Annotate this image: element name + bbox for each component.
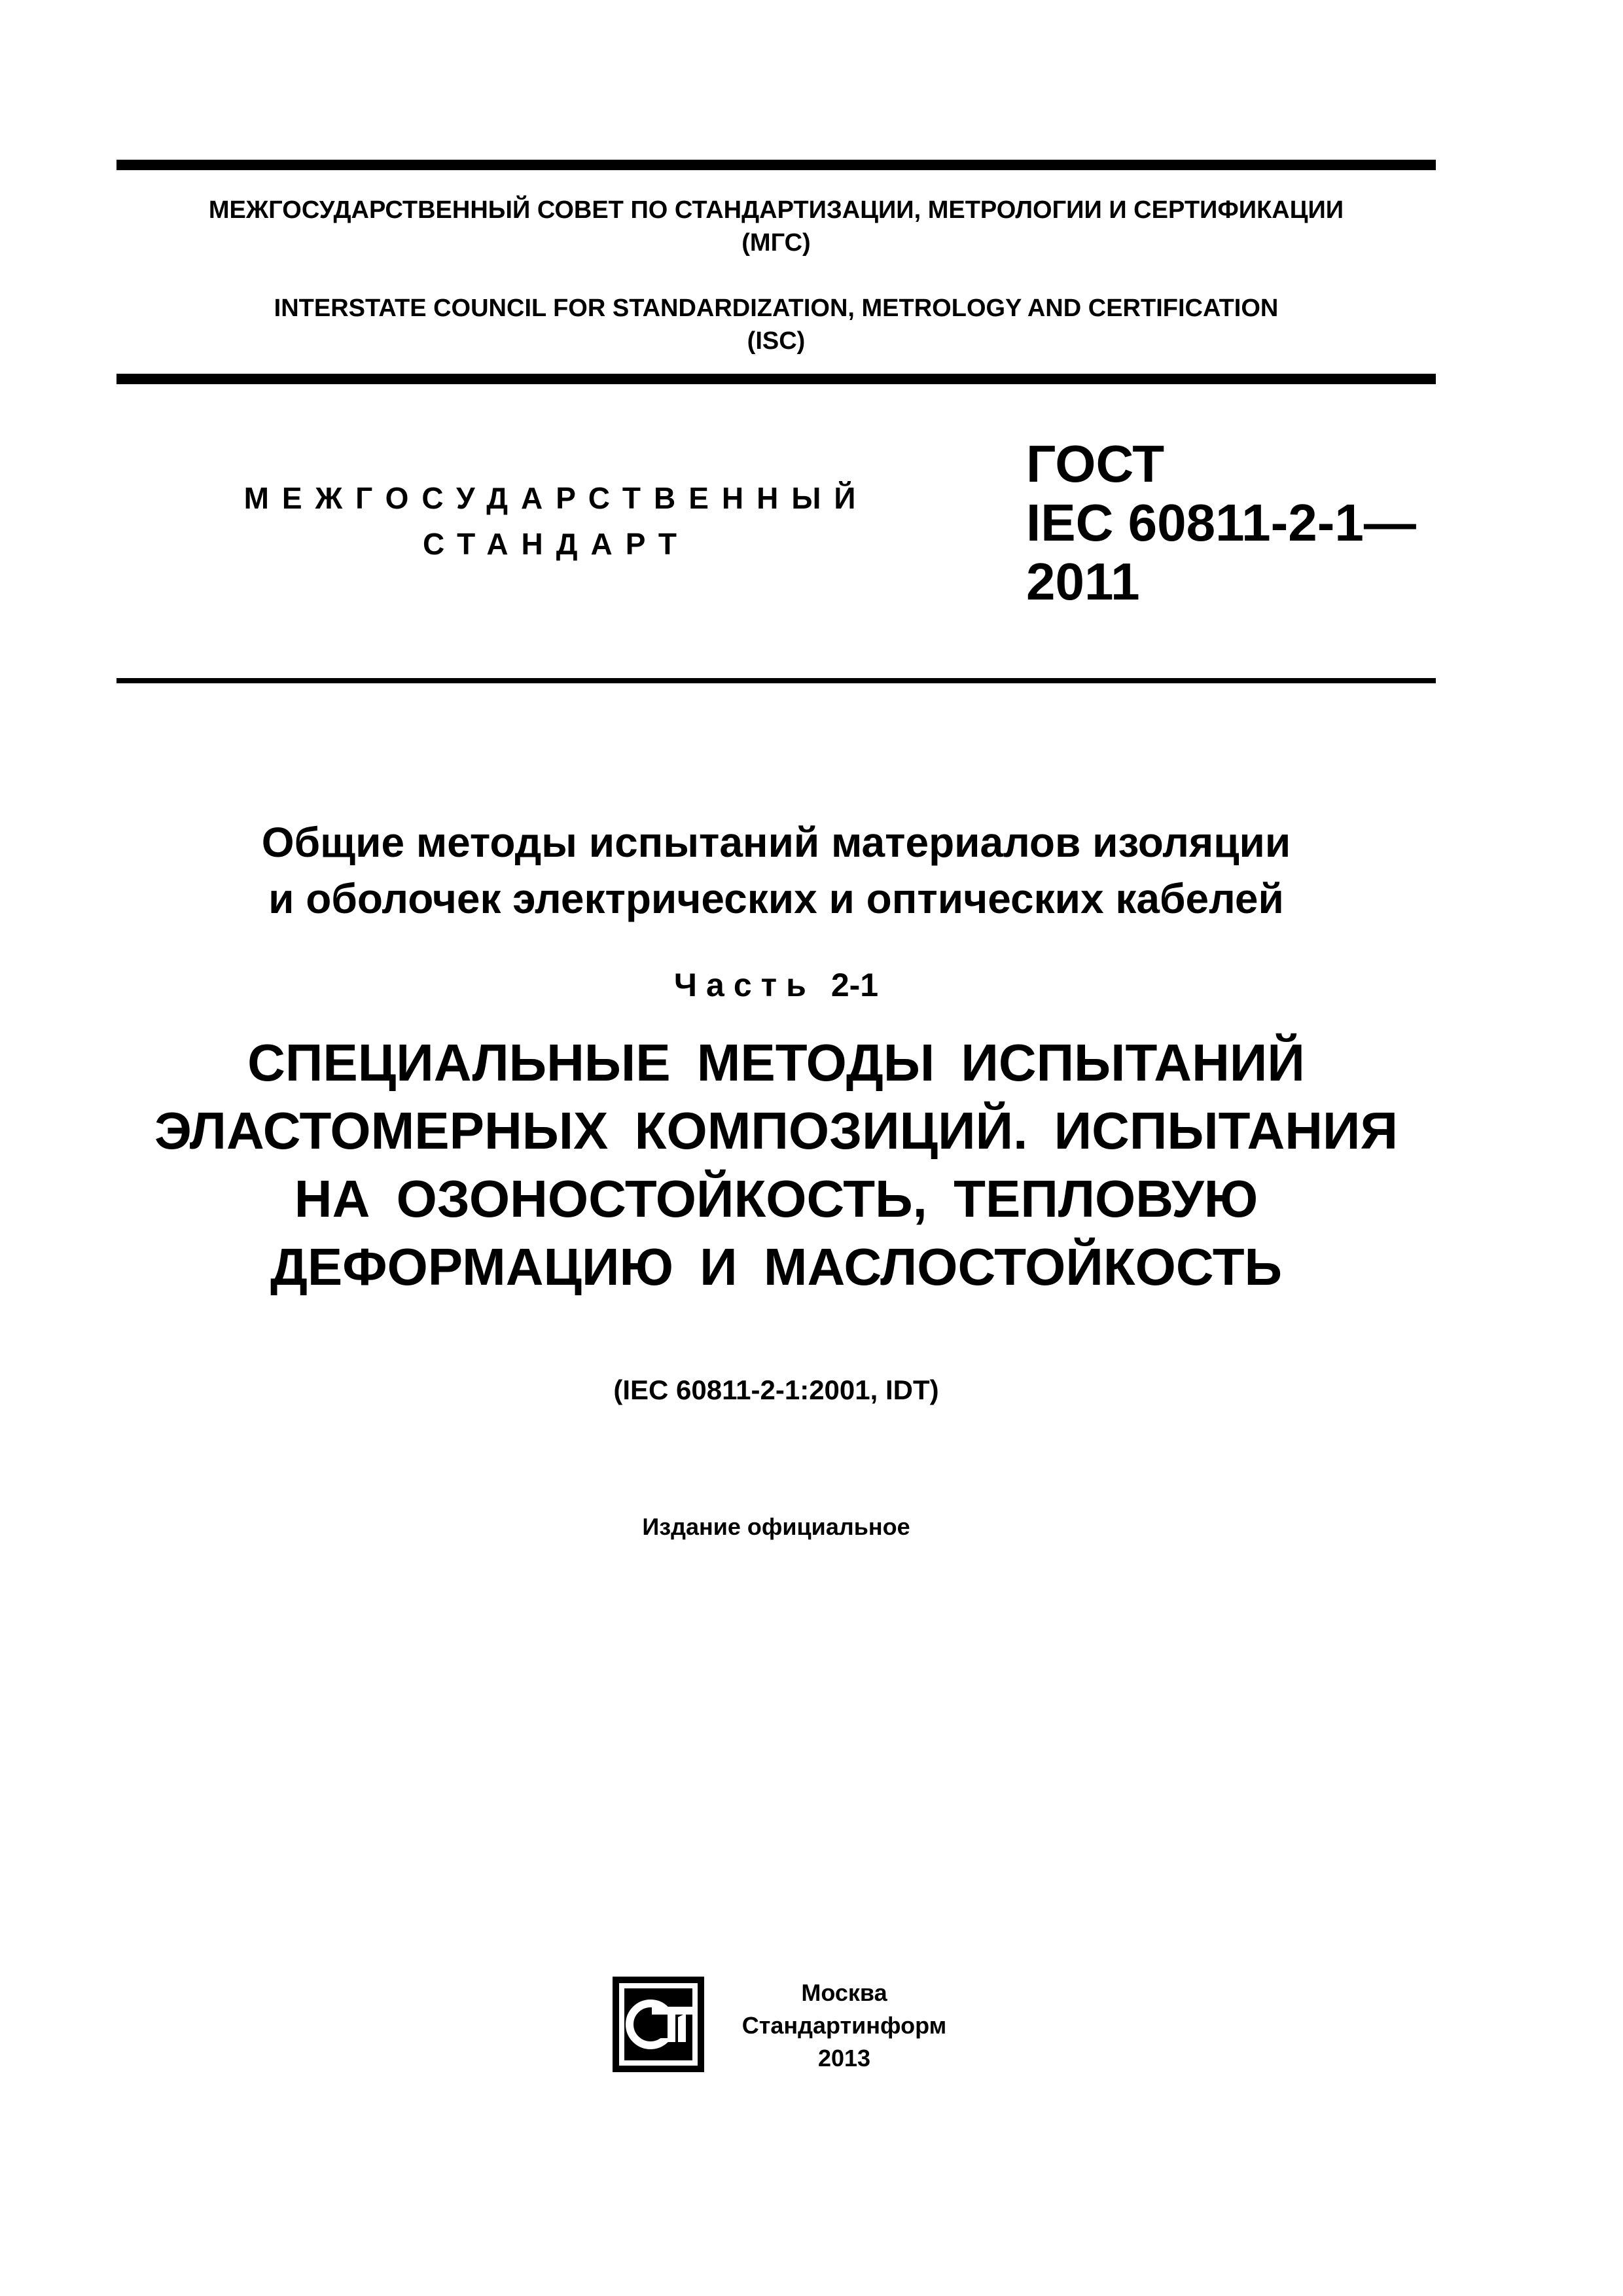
middle-rule bbox=[116, 374, 1436, 384]
part-label bbox=[116, 962, 1436, 1008]
publisher-name: Стандартинформ bbox=[741, 2012, 947, 2039]
document-title-line2: и оболочек электрических и оптических кабелей bbox=[268, 875, 1284, 922]
standard-designation bbox=[1026, 435, 1416, 611]
standartinform-logo-icon bbox=[613, 1977, 704, 2072]
bottom-rule bbox=[116, 678, 1436, 683]
edition-note: Издание официальное bbox=[642, 1513, 910, 1540]
document-subtitle-line1: СПЕЦИАЛЬНЫЕ МЕТОДЫ ИСПЫТАНИЙ bbox=[247, 1033, 1305, 1092]
standard-kind bbox=[196, 475, 916, 567]
council-name-ru bbox=[116, 194, 1436, 259]
council-name-en bbox=[116, 292, 1436, 357]
council-abbr-ru: (МГС) bbox=[741, 229, 811, 257]
council-abbr-en: (ISC) bbox=[747, 327, 806, 355]
part-number: 2-1 bbox=[830, 967, 879, 1003]
designation-line1: ГОСТ bbox=[1026, 435, 1165, 493]
designation-line3: 2011 bbox=[1026, 552, 1140, 611]
document-title-line1: Общие методы испытаний материалов изоляции bbox=[261, 819, 1291, 866]
publisher-block bbox=[713, 1977, 975, 2075]
publisher-city: Москва bbox=[801, 1979, 887, 2006]
standard-kind-line2: СТАНДАРТ bbox=[423, 527, 690, 561]
council-name-ru-text: МЕЖГОСУДАРСТВЕННЫЙ СОВЕТ ПО СТАНДАРТИЗАЦИИ, МЕТРОЛОГИИ И СЕРТИФИКАЦИИ bbox=[208, 196, 1344, 224]
iec-reference: (IEC 60811-2-1:2001, IDT) bbox=[613, 1374, 939, 1405]
document-subtitle-line4: ДЕФОРМАЦИЮ И МАСЛОСТОЙКОСТЬ bbox=[270, 1238, 1283, 1296]
top-rule bbox=[116, 160, 1436, 170]
document-subtitle bbox=[98, 1029, 1454, 1301]
publisher-year: 2013 bbox=[817, 2045, 871, 2072]
designation-line2: IEC 60811-2-1— bbox=[1026, 493, 1416, 552]
document-subtitle-line3: НА ОЗОНОСТОЙКОСТЬ, ТЕПЛОВУЮ bbox=[294, 1170, 1258, 1228]
council-name-en-text: INTERSTATE COUNCIL FOR STANDARDIZATION, METROLOGY AND CERTIFICATION bbox=[274, 295, 1279, 322]
document-subtitle-line2: ЭЛАСТОМЕРНЫХ КОМПОЗИЦИЙ. ИСПЫТАНИЯ bbox=[154, 1102, 1399, 1160]
document-title bbox=[116, 814, 1436, 927]
part-word: Часть bbox=[673, 967, 815, 1003]
standard-kind-line1: МЕЖГОСУДАРСТВЕННЫЙ bbox=[243, 481, 869, 515]
